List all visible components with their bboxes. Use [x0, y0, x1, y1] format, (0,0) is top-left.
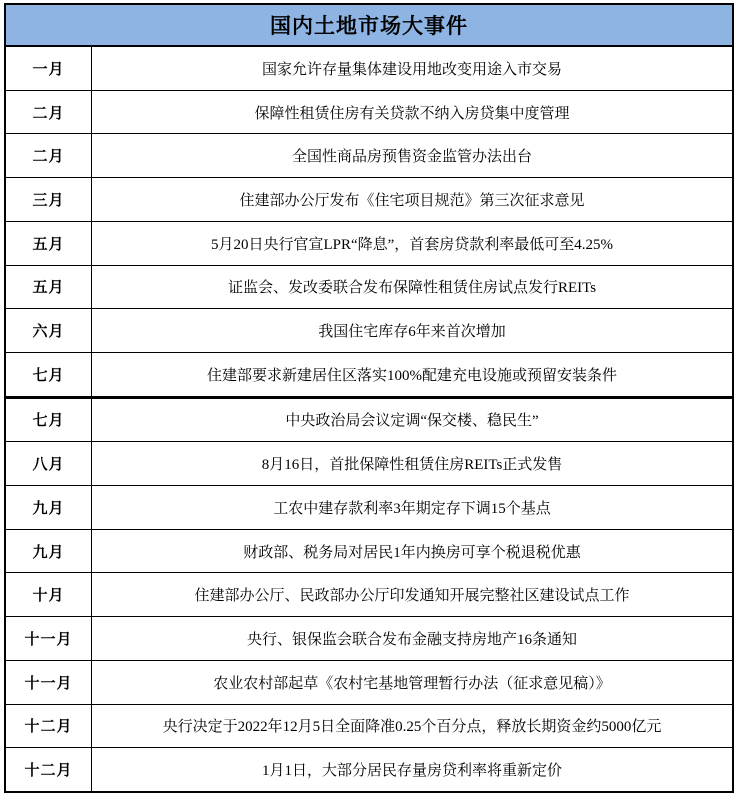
month-cell: 三月 [6, 178, 92, 221]
table-title: 国内土地市场大事件 [6, 5, 732, 47]
event-cell: 农业农村部起草《农村宅基地管理暂行办法（征求意见稿）》 [213, 675, 611, 692]
month-cell: 六月 [6, 309, 92, 352]
event-cell: 1月1日，大部分居民存量房贷利率将重新定价 [261, 763, 562, 780]
event-cell: 保障性租赁住房有关贷款不纳入房贷集中度管理 [254, 105, 570, 122]
event-cell: 央行、银保监会联合发布金融支持房地产16条通知 [246, 631, 577, 648]
table-row [6, 442, 732, 486]
table-row [6, 399, 732, 443]
table-row [6, 705, 732, 749]
month-cell: 五月 [6, 222, 92, 265]
event-cell: 中央政治局会议定调“保交楼、稳民生” [285, 413, 539, 430]
table-row [6, 530, 732, 574]
event-cell: 工农中建存款利率3年期定存下调15个基点 [273, 500, 551, 517]
month-cell: 七月 [6, 399, 92, 442]
table-row [6, 134, 732, 178]
table-row [6, 91, 732, 135]
month-cell: 二月 [6, 134, 92, 177]
event-cell: 证监会、发改委联合发布保障性租赁住房试点发行REITs [227, 280, 597, 297]
month-cell: 十二月 [6, 705, 92, 748]
month-cell: 九月 [6, 530, 92, 573]
event-cell: 全国性商品房预售资金监管办法出台 [291, 149, 532, 166]
month-cell: 十一月 [6, 617, 92, 660]
land-market-events-table [4, 3, 734, 793]
month-cell: 八月 [6, 442, 92, 485]
table-row [6, 222, 732, 266]
month-cell: 十一月 [6, 661, 92, 704]
table-row [6, 353, 732, 399]
table-row [6, 661, 732, 705]
month-cell: 九月 [6, 486, 92, 529]
event-cell: 央行决定于2022年12月5日全面降准0.25个百分点，释放长期资金约5000亿元 [162, 719, 662, 736]
table-row [6, 486, 732, 530]
event-cell: 国家允许存量集体建设用地改变用途入市交易 [261, 61, 562, 78]
event-cell: 住建部办公厅发布《住宅项目规范》第三次征求意见 [239, 192, 585, 209]
month-cell: 十月 [6, 573, 92, 616]
table-row [6, 617, 732, 661]
month-cell: 一月 [6, 47, 92, 90]
table-row [6, 573, 732, 617]
event-cell: 5月20日央行官宣LPR“降息”，首套房贷款利率最低可至4.25% [210, 236, 614, 253]
event-cell: 住建部办公厅、民政部办公厅印发通知开展完整社区建设试点工作 [194, 588, 630, 605]
month-cell: 五月 [6, 266, 92, 309]
table-row [6, 266, 732, 310]
table-row [6, 178, 732, 222]
event-cell: 我国住宅库存6年来首次增加 [318, 324, 506, 341]
event-cell: 财政部、税务局对居民1年内换房可享个税退税优惠 [243, 544, 581, 561]
event-cell: 8月16日，首批保障性租赁住房REITs正式发售 [261, 457, 563, 474]
month-cell: 二月 [6, 91, 92, 134]
month-cell: 十二月 [6, 748, 92, 791]
table-row [6, 748, 732, 791]
month-cell: 七月 [6, 353, 92, 396]
table-row [6, 309, 732, 353]
event-cell: 住建部要求新建居住区落实100%配建充电设施或预留安装条件 [207, 367, 617, 384]
table-row [6, 47, 732, 91]
